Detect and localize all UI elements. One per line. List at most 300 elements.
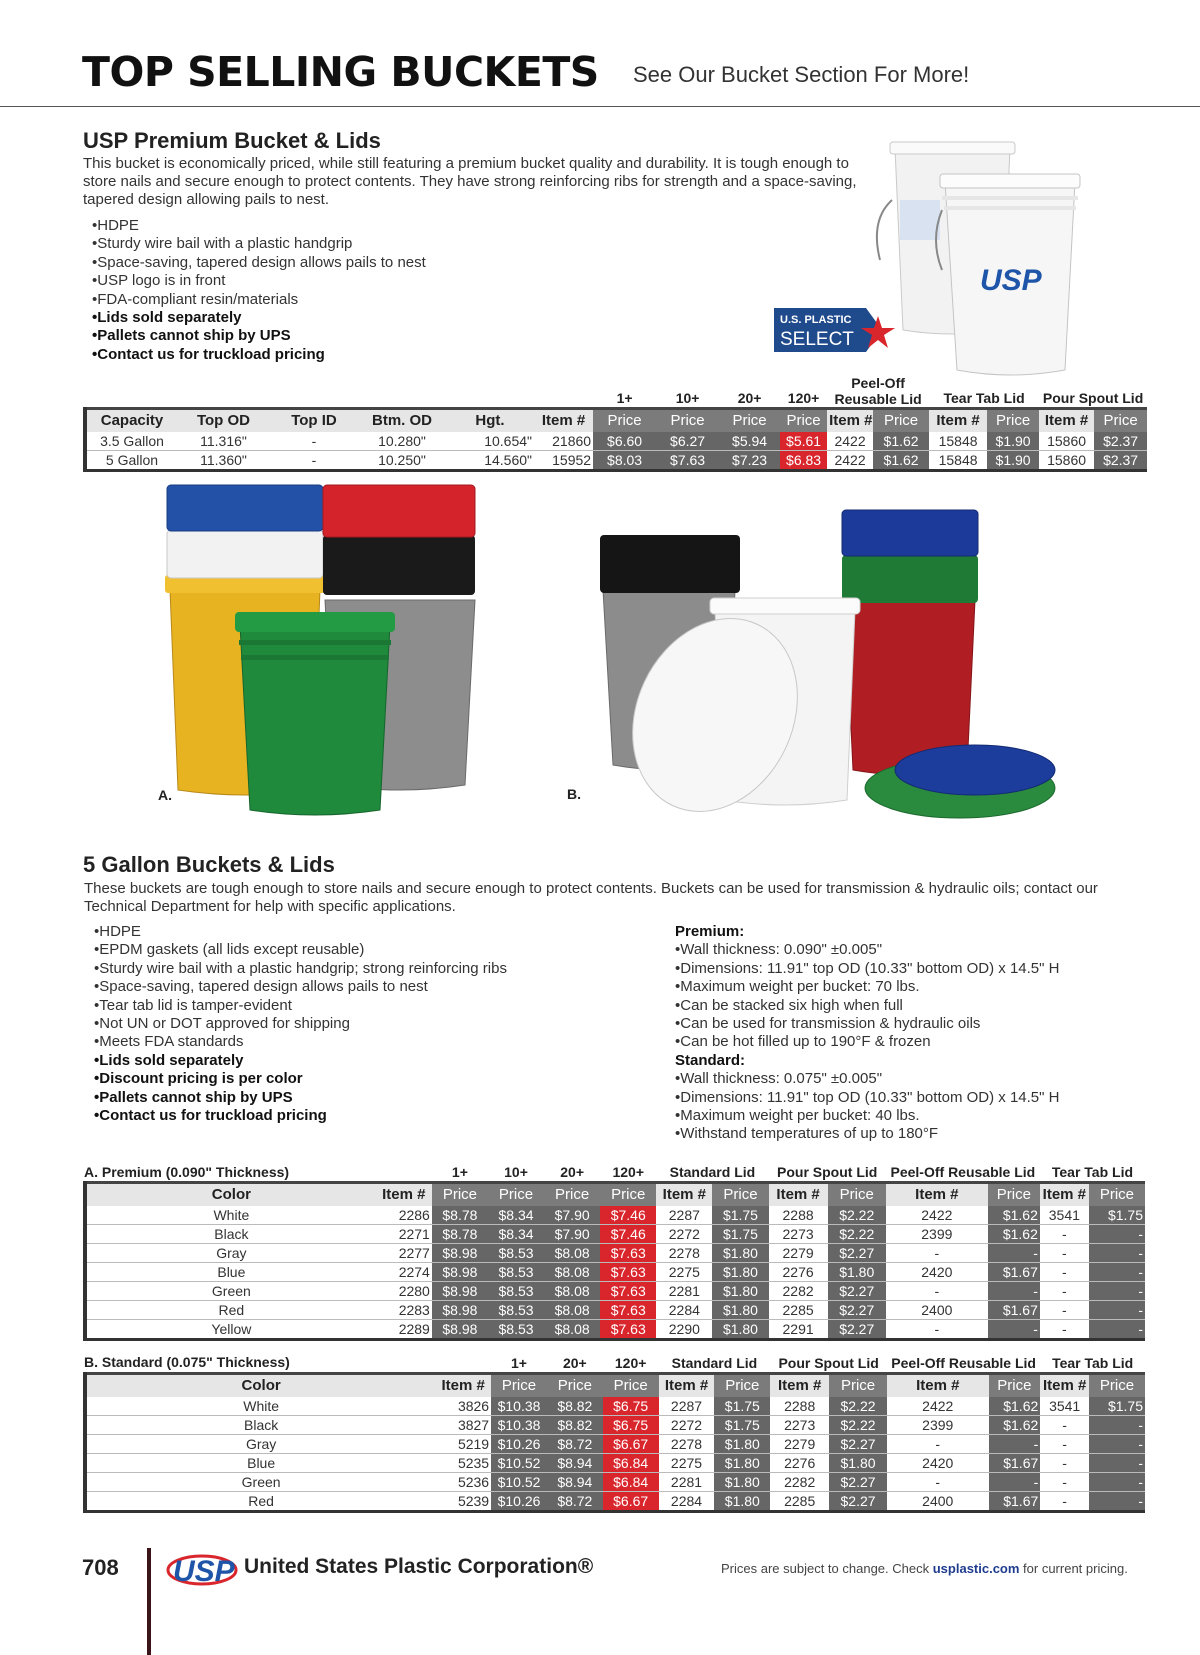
- list-item-bold: • Contact us for truckload pricing: [94, 1107, 654, 1125]
- table-cell: -: [989, 1473, 1041, 1492]
- list-item-bold: • Pallets cannot ship by UPS: [92, 327, 652, 345]
- table-cell: -: [1040, 1282, 1089, 1301]
- column-header: Item #: [435, 1374, 491, 1398]
- table-cell: 2422: [886, 1206, 988, 1225]
- column-header: Item #: [887, 1374, 989, 1398]
- list-item: • Space-saving, tapered design allows pails to nest: [92, 254, 652, 272]
- table-b-letter: B.: [84, 1354, 98, 1370]
- column-header: Price: [600, 1183, 656, 1207]
- product-photo-b: [595, 500, 1065, 835]
- premium-section-title: USP Premium Bucket & Lids: [83, 128, 381, 153]
- row-label: Red: [85, 1301, 376, 1320]
- row-label: White: [85, 1397, 435, 1416]
- table-cell: $6.67: [603, 1492, 659, 1512]
- column-header: Price: [547, 1374, 603, 1398]
- table-cell: 3541: [1040, 1206, 1089, 1225]
- table-cell: $5.61: [780, 432, 827, 451]
- table-cell: $8.53: [488, 1244, 544, 1263]
- list-item: • Can be used for transmission & hydraulic oils: [675, 1015, 1155, 1033]
- table-cell: 2274: [376, 1263, 432, 1282]
- column-header: Price: [432, 1183, 488, 1207]
- table-cell: -: [1040, 1301, 1089, 1320]
- pour-spout-lid-header: Pour Spout Lid: [1042, 390, 1144, 406]
- usp-logo-text: USP: [173, 1555, 235, 1588]
- pour-spout-lid-header: Pour Spout Lid: [777, 1164, 878, 1180]
- column-header: Price: [719, 409, 780, 433]
- column-header: Item #: [827, 409, 873, 433]
- table-cell: -: [1089, 1454, 1145, 1473]
- table-a-column-header: [85, 1183, 1145, 1207]
- list-item: • Sturdy wire bail with a plastic handgrip: [92, 235, 652, 253]
- table-cell: 2400: [887, 1492, 989, 1512]
- table-cell: $2.27: [829, 1435, 887, 1454]
- table-cell: $2.37: [1094, 451, 1147, 471]
- column-header: Price: [712, 1183, 768, 1207]
- premium-table-column-header: [85, 409, 1147, 433]
- row-label: Black: [85, 1416, 435, 1435]
- list-item: • Meets FDA standards: [94, 1033, 654, 1051]
- table-cell: -: [1089, 1301, 1145, 1320]
- table-cell: 5235: [435, 1454, 491, 1473]
- table-cell: 15848: [929, 432, 987, 451]
- table-cell: -: [1089, 1416, 1145, 1435]
- row-label: Blue: [85, 1263, 376, 1282]
- column-header: Price: [714, 1374, 770, 1398]
- column-header: Price: [491, 1374, 547, 1398]
- row-label: Yellow: [85, 1320, 376, 1340]
- row-label: Green: [85, 1282, 376, 1301]
- table-cell: $1.80: [714, 1473, 770, 1492]
- five-gallon-feature-list: [94, 923, 654, 1125]
- table-cell: 2275: [656, 1263, 712, 1282]
- five-gallon-section-description: These buckets are tough enough to store nails and secure enough to protect contents. Buckets can be used for transmission & hydraulic oils; contact our Technical Department for help with specific applications.: [84, 880, 1098, 915]
- tear-tab-lid-header: Tear Tab Lid: [943, 390, 1025, 406]
- table-cell: $1.75: [712, 1206, 768, 1225]
- row-label: Green: [85, 1473, 435, 1492]
- list-item: • Dimensions: 11.91" top OD (10.33" bottom OD) x 14.5" H: [675, 960, 1155, 978]
- peel-off-lid-header: Peel-Off Reusable Lid: [834, 375, 922, 407]
- peel-off-lid-header: Peel-Off Reusable Lid: [891, 1355, 1036, 1371]
- product-photo-a: [155, 480, 495, 820]
- standard-5-gallon-price-table: [83, 1354, 1145, 1513]
- premium-table-group-header: [85, 375, 1147, 409]
- table-cell: -: [1040, 1263, 1089, 1282]
- table-cell: $10.38: [491, 1397, 547, 1416]
- table-cell: $7.63: [600, 1263, 656, 1282]
- table-cell: $6.75: [603, 1416, 659, 1435]
- row-label: Gray: [85, 1244, 376, 1263]
- column-header: Item #: [1039, 409, 1094, 433]
- table-cell: 2399: [887, 1416, 989, 1435]
- column-header: Price: [1094, 409, 1147, 433]
- table-cell: $1.80: [714, 1435, 770, 1454]
- table-cell: 2289: [376, 1320, 432, 1340]
- table-cell: -: [270, 432, 358, 451]
- table-a-letter: A.: [84, 1164, 98, 1180]
- column-header: Item #: [769, 1183, 828, 1207]
- list-item-bold: • Lids sold separately: [92, 309, 652, 327]
- table-cell: $1.67: [988, 1301, 1040, 1320]
- list-item: • Tear tab lid is tamper-evident: [94, 997, 654, 1015]
- table-cell: $1.80: [712, 1282, 768, 1301]
- column-header: Price: [488, 1183, 544, 1207]
- row-label: White: [85, 1206, 376, 1225]
- us-plastic-select-badge: [774, 308, 896, 356]
- table-cell: 2279: [769, 1244, 828, 1263]
- table-cell: -: [988, 1282, 1040, 1301]
- table-cell: 14.560": [446, 451, 534, 471]
- table-a-title: Premium (0.090" Thickness): [101, 1164, 290, 1180]
- table-cell: 2420: [887, 1454, 989, 1473]
- list-item: • Sturdy wire bail with a plastic handgrip; strong reinforcing ribs: [94, 960, 654, 978]
- list-item-bold: • Discount pricing is per color: [94, 1070, 654, 1088]
- table-cell: $2.27: [829, 1473, 887, 1492]
- column-header: Price: [603, 1374, 659, 1398]
- table-cell: -: [1089, 1263, 1145, 1282]
- row-label: Red: [85, 1492, 435, 1512]
- website-link[interactable]: usplastic.com: [932, 1561, 1020, 1576]
- table-b-column-header: [85, 1374, 1145, 1398]
- table-cell: $1.62: [989, 1397, 1041, 1416]
- list-item-bold: • Pallets cannot ship by UPS: [94, 1089, 654, 1107]
- table-cell: $8.53: [488, 1301, 544, 1320]
- footer-divider: [147, 1548, 151, 1655]
- table-cell: $1.80: [712, 1263, 768, 1282]
- table-cell: -: [1089, 1225, 1145, 1244]
- standard-spec-list: [675, 1070, 1155, 1144]
- tear-tab-lid-header: Tear Tab Lid: [1052, 1355, 1134, 1371]
- row-label: Blue: [85, 1454, 435, 1473]
- table-cell: -: [988, 1320, 1040, 1340]
- qty-10-header: 10+: [504, 1164, 528, 1180]
- table-cell: $1.80: [828, 1263, 886, 1282]
- page-number: 708: [82, 1555, 119, 1580]
- premium-price-table: [83, 375, 1147, 472]
- table-cell: -: [1089, 1492, 1145, 1512]
- table-row: [85, 1473, 1145, 1492]
- column-header: Price: [828, 1183, 886, 1207]
- bucket-usp-logo: USP: [980, 264, 1042, 297]
- table-cell: 2286: [376, 1206, 432, 1225]
- table-cell: 2285: [769, 1301, 828, 1320]
- table-cell: 5239: [435, 1492, 491, 1512]
- table-cell: $1.80: [714, 1492, 770, 1512]
- column-header: Item #: [534, 409, 593, 433]
- table-cell: $8.03: [593, 451, 656, 471]
- tear-tab-lid-header: Tear Tab Lid: [1051, 1164, 1134, 1180]
- table-cell: $1.62: [873, 451, 929, 471]
- table-cell: -: [886, 1320, 988, 1340]
- table-cell: 2277: [376, 1244, 432, 1263]
- table-cell: 11.360": [177, 451, 270, 471]
- table-cell: -: [1089, 1320, 1145, 1340]
- table-cell: 2281: [656, 1282, 712, 1301]
- title-divider: [0, 106, 1200, 107]
- table-row: [85, 1492, 1145, 1512]
- table-cell: 2283: [376, 1301, 432, 1320]
- qty-120-header: 120+: [612, 1164, 645, 1180]
- photo-b-caption: B.: [567, 786, 581, 802]
- column-header: Price: [988, 1183, 1040, 1207]
- table-cell: $2.27: [829, 1492, 887, 1512]
- list-item: • FDA-compliant resin/materials: [92, 291, 652, 309]
- list-item: • USP logo is in front: [92, 272, 652, 290]
- table-cell: -: [1089, 1435, 1145, 1454]
- table-cell: 2288: [769, 1206, 828, 1225]
- table-cell: $2.22: [829, 1416, 887, 1435]
- column-header: Item #: [929, 409, 987, 433]
- table-cell: 2281: [659, 1473, 715, 1492]
- table-cell: $7.46: [600, 1206, 656, 1225]
- table-cell: $1.75: [714, 1416, 770, 1435]
- qty-120-header: 120+: [787, 390, 820, 406]
- table-cell: $10.52: [491, 1473, 547, 1492]
- column-header: Top ID: [270, 409, 358, 433]
- premium-spec-list: [675, 941, 1155, 1051]
- table-cell: $8.34: [488, 1206, 544, 1225]
- table-cell: -: [1040, 1416, 1089, 1435]
- stacked-blue-green-red-buckets: [842, 510, 978, 775]
- table-cell: $8.98: [432, 1244, 488, 1263]
- table-cell: 2272: [659, 1416, 715, 1435]
- table-cell: -: [1040, 1244, 1089, 1263]
- badge-line-1: U.S. PLASTIC: [780, 314, 852, 326]
- table-cell: $1.67: [989, 1454, 1041, 1473]
- qty-120-header: 120+: [614, 1355, 647, 1371]
- table-cell: $8.82: [547, 1397, 603, 1416]
- usp-logo: [165, 1550, 239, 1590]
- pour-spout-lid-header: Pour Spout Lid: [778, 1355, 879, 1371]
- table-cell: $1.75: [1089, 1206, 1145, 1225]
- pricing-note-tail: for current pricing.: [1019, 1561, 1128, 1576]
- list-item: • Maximum weight per bucket: 70 lbs.: [675, 978, 1155, 996]
- table-cell: 2280: [376, 1282, 432, 1301]
- table-cell: $1.67: [988, 1263, 1040, 1282]
- table-cell: $1.62: [988, 1206, 1040, 1225]
- standard-lid-header: Standard Lid: [669, 1164, 756, 1180]
- list-item: • EPDM gaskets (all lids except reusable): [94, 941, 654, 959]
- table-row: [85, 1301, 1145, 1320]
- table-cell: $8.98: [432, 1282, 488, 1301]
- premium-5-gallon-price-table: [83, 1163, 1145, 1341]
- table-cell: $7.23: [719, 451, 780, 471]
- table-cell: 2284: [659, 1492, 715, 1512]
- table-a-group-header: [85, 1163, 1145, 1183]
- table-cell: 2282: [769, 1282, 828, 1301]
- table-cell: -: [886, 1282, 988, 1301]
- table-cell: $7.90: [544, 1225, 600, 1244]
- peel-off-lid-header: Peel-Off Reusable Lid: [890, 1164, 1036, 1180]
- column-header: Color: [85, 1374, 435, 1398]
- table-cell: $8.72: [547, 1492, 603, 1512]
- list-item: • Withstand temperatures of up to 180°F: [675, 1125, 1155, 1143]
- table-cell: $1.80: [829, 1454, 887, 1473]
- table-cell: $1.80: [712, 1244, 768, 1263]
- table-cell: 3827: [435, 1416, 491, 1435]
- table-cell: 2272: [656, 1225, 712, 1244]
- table-cell: $1.90: [987, 451, 1039, 471]
- table-cell: $1.62: [988, 1225, 1040, 1244]
- table-cell: -: [886, 1244, 988, 1263]
- photo-a-caption: A.: [158, 787, 172, 803]
- list-item: • Dimensions: 11.91" top OD (10.33" bottom OD) x 14.5" H: [675, 1089, 1155, 1107]
- pricing-note-text: Prices are subject to change. Check: [721, 1561, 933, 1576]
- column-header: Item #: [1040, 1374, 1089, 1398]
- table-row: [85, 1206, 1145, 1225]
- table-cell: $8.08: [544, 1244, 600, 1263]
- badge-line-2: SELECT: [780, 329, 854, 350]
- table-row: [85, 1416, 1145, 1435]
- list-item: • Wall thickness: 0.075" ±0.005": [675, 1070, 1155, 1088]
- table-cell: $8.94: [547, 1473, 603, 1492]
- table-cell: 5236: [435, 1473, 491, 1492]
- table-cell: $2.27: [828, 1244, 886, 1263]
- table-row: [85, 1263, 1145, 1282]
- table-cell: -: [887, 1435, 989, 1454]
- table-cell: 5219: [435, 1435, 491, 1454]
- table-cell: $2.37: [1094, 432, 1147, 451]
- green-bucket: [235, 612, 395, 815]
- table-cell: 2287: [656, 1206, 712, 1225]
- table-cell: $1.62: [873, 432, 929, 451]
- table-cell: 2422: [827, 432, 873, 451]
- table-cell: 2420: [886, 1263, 988, 1282]
- table-cell: $8.08: [544, 1263, 600, 1282]
- table-row: [85, 1320, 1145, 1340]
- blue-lid: [895, 745, 1055, 795]
- table-cell: $8.82: [547, 1416, 603, 1435]
- table-cell: 2275: [659, 1454, 715, 1473]
- table-cell: 2287: [659, 1397, 715, 1416]
- table-cell: 2285: [770, 1492, 829, 1512]
- table-cell: $7.90: [544, 1206, 600, 1225]
- table-cell: -: [887, 1473, 989, 1492]
- column-header: Price: [1089, 1183, 1145, 1207]
- table-row: [85, 1435, 1145, 1454]
- table-cell: 2276: [770, 1454, 829, 1473]
- table-cell: $1.67: [989, 1492, 1041, 1512]
- table-cell: $8.08: [544, 1282, 600, 1301]
- table-cell: 11.316": [177, 432, 270, 451]
- table-cell: 2291: [769, 1320, 828, 1340]
- table-cell: 2422: [827, 451, 873, 471]
- list-item: • Wall thickness: 0.090" ±0.005": [675, 941, 1155, 959]
- table-cell: -: [1089, 1473, 1145, 1492]
- standard-lid-header: Standard Lid: [671, 1355, 758, 1371]
- bucket-front: [936, 174, 1080, 375]
- table-cell: $8.98: [432, 1320, 488, 1340]
- table-cell: $10.26: [491, 1435, 547, 1454]
- qty-20-header: 20+: [562, 1355, 587, 1371]
- table-cell: -: [1089, 1282, 1145, 1301]
- table-cell: $2.27: [828, 1301, 886, 1320]
- table-row: [85, 1282, 1145, 1301]
- column-header: Top OD: [177, 409, 270, 433]
- column-header: Item #: [886, 1183, 988, 1207]
- column-header: Price: [987, 409, 1039, 433]
- table-cell: 21860: [534, 432, 593, 451]
- qty-10-header: 10+: [675, 390, 700, 406]
- list-item: • Can be stacked six high when full: [675, 997, 1155, 1015]
- table-cell: $2.22: [828, 1206, 886, 1225]
- column-header: Color: [85, 1183, 376, 1207]
- row-label: Black: [85, 1225, 376, 1244]
- list-item: • Can be hot filled up to 190°F & frozen: [675, 1033, 1155, 1051]
- table-cell: $1.80: [712, 1301, 768, 1320]
- table-cell: -: [1040, 1492, 1089, 1512]
- column-header: Price: [544, 1183, 600, 1207]
- table-row: [85, 1454, 1145, 1473]
- table-cell: $10.26: [491, 1492, 547, 1512]
- pricing-note: [721, 1561, 1128, 1576]
- table-cell: $6.27: [656, 432, 719, 451]
- table-cell: $1.75: [1089, 1397, 1145, 1416]
- table-cell: $7.63: [600, 1244, 656, 1263]
- column-header: Item #: [376, 1183, 432, 1207]
- column-header: Btm. OD: [358, 409, 446, 433]
- table-cell: 10.280": [358, 432, 446, 451]
- column-header: Price: [656, 409, 719, 433]
- table-cell: $7.63: [656, 451, 719, 471]
- table-b-title: Standard (0.075" Thickness): [101, 1354, 290, 1370]
- table-cell: 15860: [1039, 432, 1094, 451]
- table-cell: 2276: [769, 1263, 828, 1282]
- column-header: Price: [780, 409, 827, 433]
- page-title: TOP SELLING BUCKETS: [82, 48, 599, 96]
- table-cell: $1.90: [987, 432, 1039, 451]
- table-cell: 3541: [1040, 1397, 1089, 1416]
- table-cell: 2399: [886, 1225, 988, 1244]
- qty-20-header: 20+: [560, 1164, 584, 1180]
- list-item-bold: • Lids sold separately: [94, 1052, 654, 1070]
- column-header: Price: [593, 409, 656, 433]
- qty-1-header: 1+: [511, 1355, 527, 1371]
- table-cell: $2.22: [828, 1225, 886, 1244]
- table-cell: 2288: [770, 1397, 829, 1416]
- table-cell: $8.78: [432, 1225, 488, 1244]
- table-cell: $8.53: [488, 1263, 544, 1282]
- column-header: Price: [873, 409, 929, 433]
- table-cell: 15848: [929, 451, 987, 471]
- table-row: [85, 432, 1147, 451]
- table-cell: $10.52: [491, 1454, 547, 1473]
- table-cell: $6.75: [603, 1397, 659, 1416]
- row-label: 5 Gallon: [85, 451, 177, 471]
- table-cell: -: [1089, 1244, 1145, 1263]
- standard-spec-heading: Standard:: [675, 1051, 746, 1069]
- column-header: Price: [989, 1374, 1041, 1398]
- table-cell: $7.63: [600, 1320, 656, 1340]
- table-cell: $1.80: [712, 1320, 768, 1340]
- column-header: Capacity: [85, 409, 177, 433]
- table-cell: -: [989, 1435, 1041, 1454]
- table-cell: 10.250": [358, 451, 446, 471]
- table-cell: 2290: [656, 1320, 712, 1340]
- table-cell: $7.46: [600, 1225, 656, 1244]
- table-cell: 2284: [656, 1301, 712, 1320]
- page-subtitle: See Our Bucket Section For More!: [633, 62, 970, 87]
- table-row: [85, 451, 1147, 471]
- table-cell: $8.34: [488, 1225, 544, 1244]
- table-cell: $6.84: [603, 1473, 659, 1492]
- table-cell: 2400: [886, 1301, 988, 1320]
- table-cell: 2271: [376, 1225, 432, 1244]
- table-cell: $1.75: [712, 1225, 768, 1244]
- company-name: United States Plastic Corporation®: [244, 1555, 594, 1578]
- table-cell: -: [988, 1244, 1040, 1263]
- table-cell: $8.72: [547, 1435, 603, 1454]
- table-row: [85, 1244, 1145, 1263]
